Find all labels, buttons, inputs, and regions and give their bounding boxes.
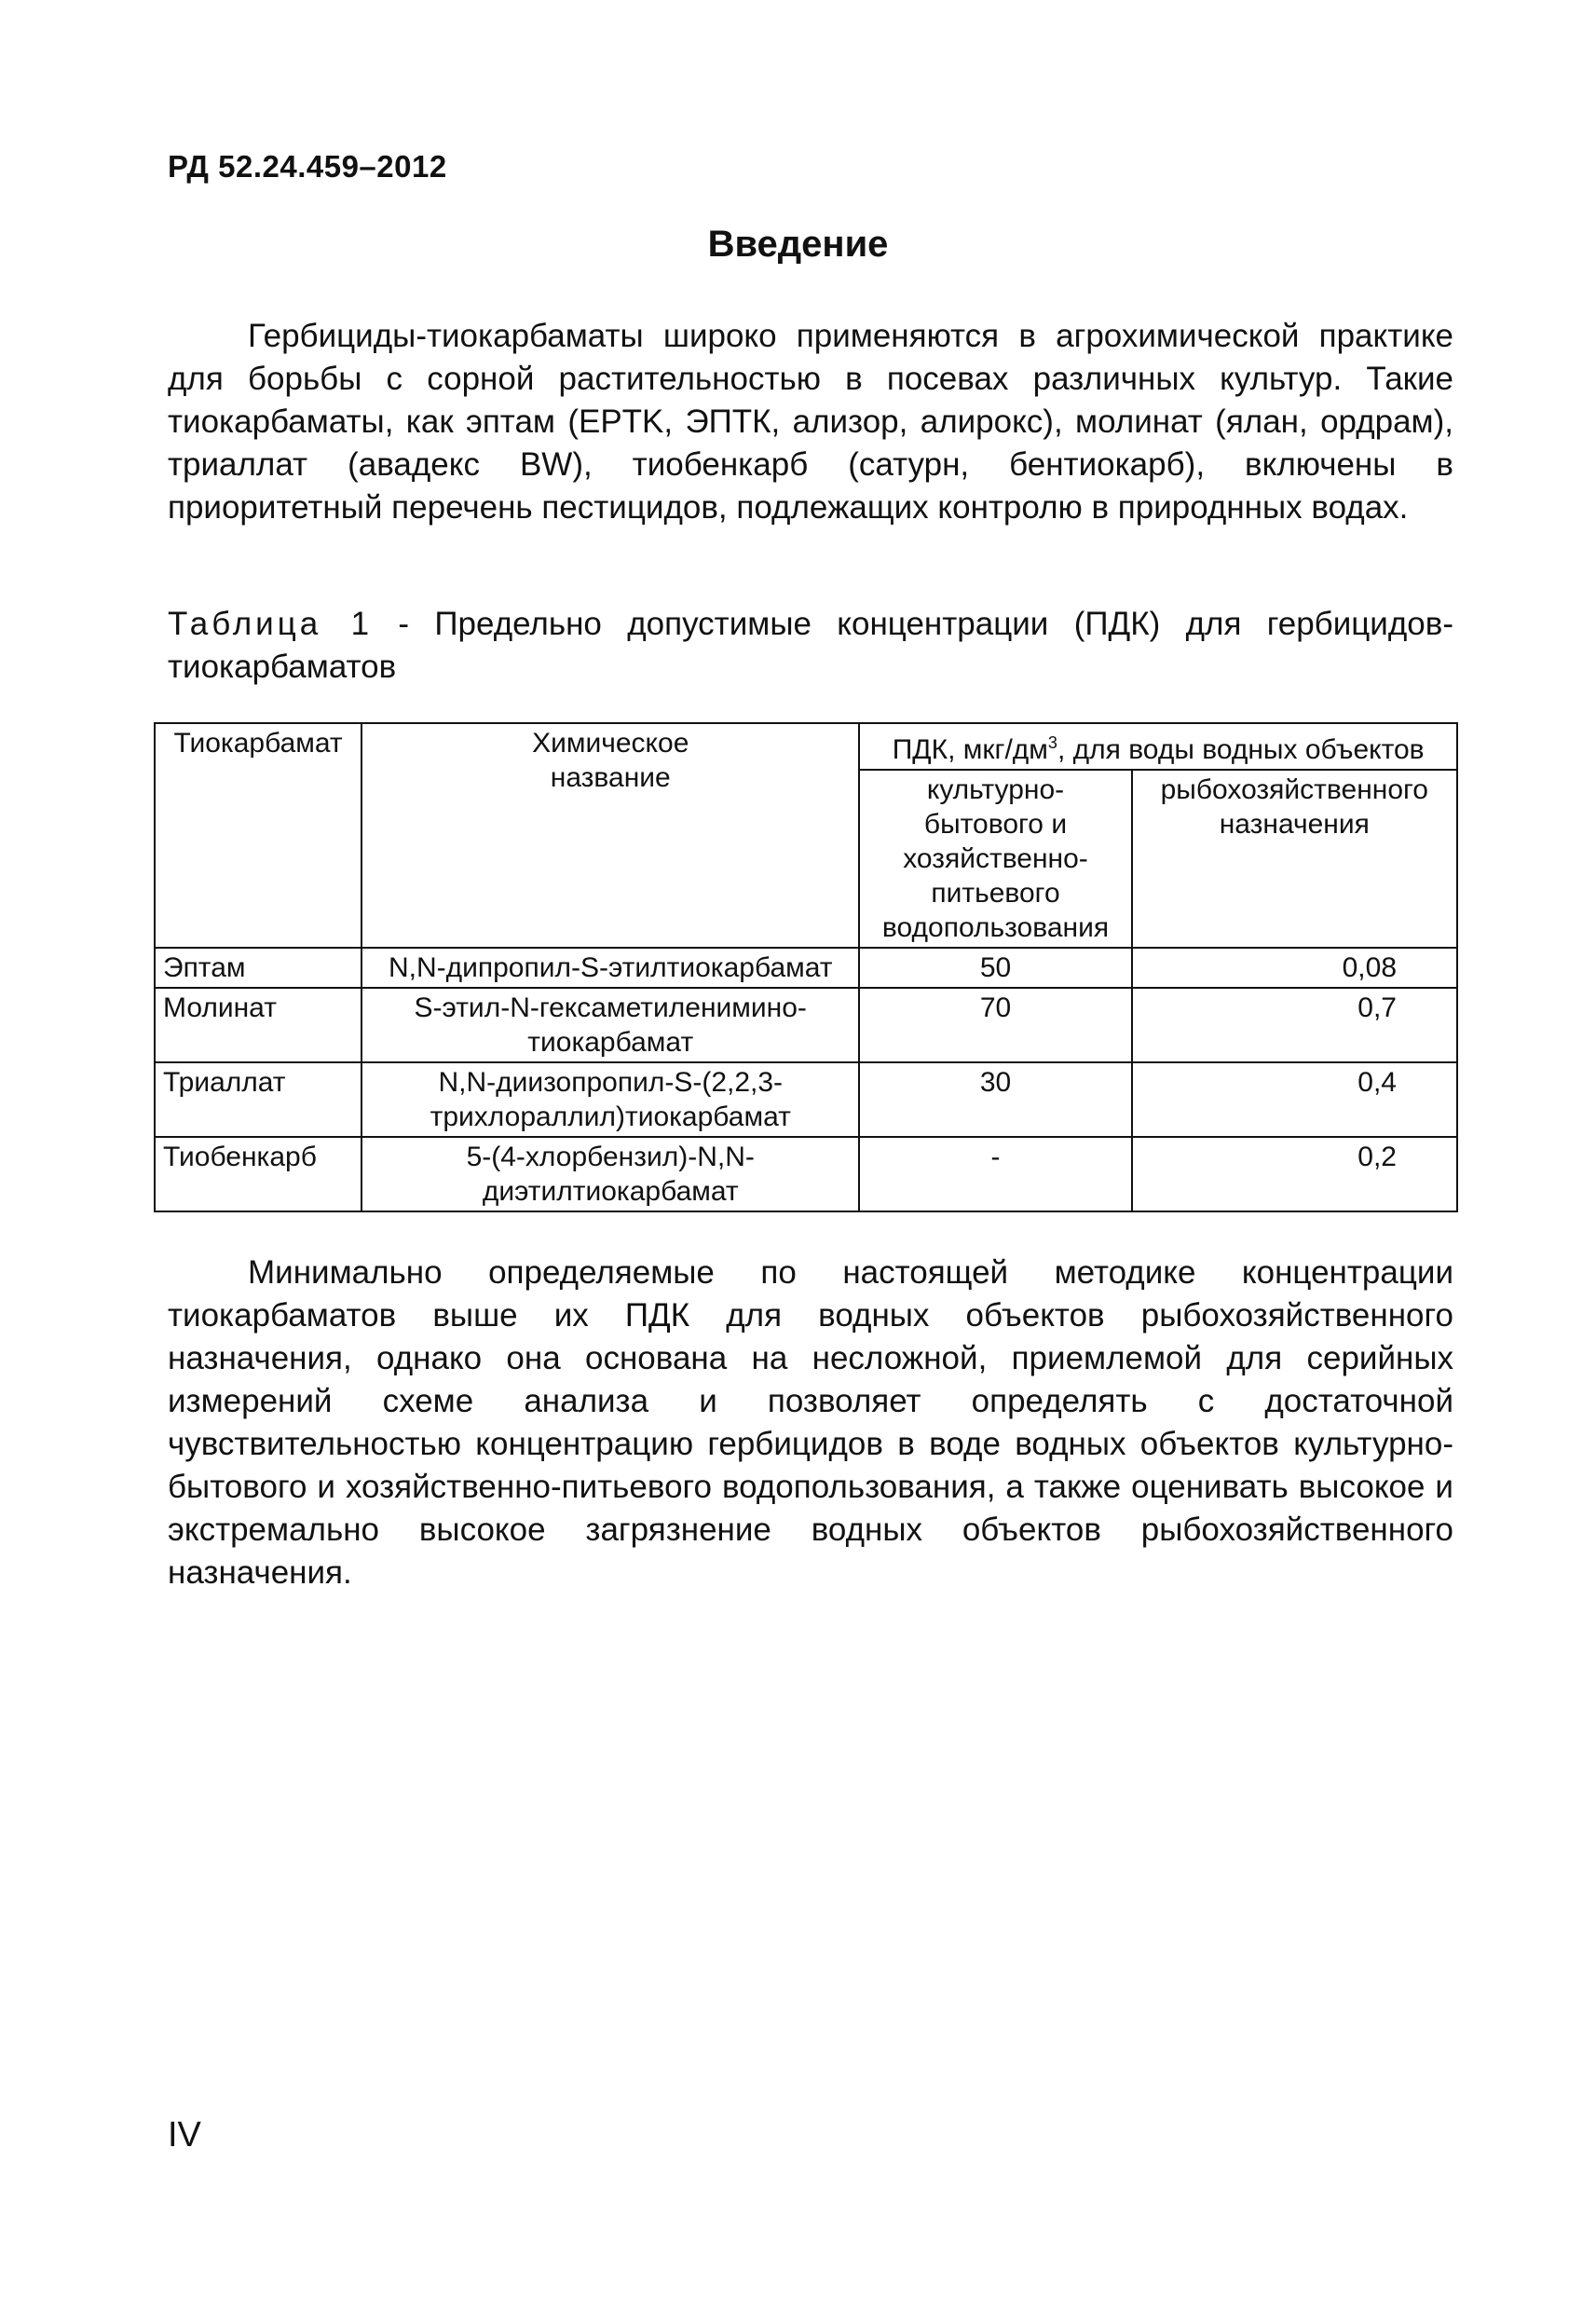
table-caption-label: Таблица 1 — [168, 606, 374, 642]
header-pdk-superscript: 3 — [1047, 733, 1057, 752]
row-chemical-name: N,N-дипропил-S-этилтиокарбамат — [361, 948, 859, 988]
row-thiocarbamate-name: Эптам — [155, 948, 361, 988]
page-title: Введение — [707, 224, 889, 265]
intro-paragraph: Гербициды-тиокарбаматы широко применяются в агрохимической практике для борьбы с сорной растительностью в посевах различных культур. Такие тиокарбаматы, как эптам (EPTK, ЭПТК, ализор, алирокс), молинат (ялан, ордрам), триаллат (авадекс BW), тиобенкарб (сатурн, бентиокарб), включены в приоритетный перечень пестицидов, подлежащих контролю в природнных водах. — [168, 318, 1453, 526]
row-pdk-fishery: 0,4 — [1132, 1062, 1457, 1137]
row-thiocarbamate-name: Триаллат — [155, 1062, 361, 1137]
row-thiocarbamate-name: Молинат — [155, 988, 361, 1062]
row-thiocarbamate-name: Тиобенкарб — [155, 1137, 361, 1211]
table-header-row — [155, 723, 1457, 770]
document-code: РД 52.24.459–2012 — [168, 149, 447, 184]
table-row — [155, 1062, 1457, 1137]
row-pdk-cultural: - — [859, 1137, 1131, 1211]
row-chemical-name: 5-(4-хлорбензил)-N,N-диэтилтиокарбамат — [361, 1137, 859, 1211]
table-row — [155, 1137, 1457, 1211]
row-pdk-cultural: 70 — [859, 988, 1131, 1062]
table-caption-text: - Предельно допустимые концентрации (ПДК) для гербицидов-тиокарбаматов — [168, 606, 1453, 685]
conclusion-paragraph: Минимально определяемые по настоящей методике концентрации тиокарбаматов выше их ПДК для водных объектов рыбохозяйственного назначения, однако она основана на несложной, приемлемой для серийных измерений схеме анализа и позволяет определять с достаточной чувствительностью концентрацию гербицидов в воде водных объектов культурно-бытового и хозяйственно-питьевого водопользования, а также оценивать высокое и экстремально высокое загрязнение водных объектов рыбохозяйственного назначения. — [168, 1254, 1453, 1591]
header-thiocarbamate: Тиокарбамат — [155, 723, 361, 948]
row-chemical-name: N,N-диизопропил-S-(2,2,3-трихлораллил)тиокарбамат — [361, 1062, 859, 1137]
header-chemical-name: Химическое название — [361, 723, 859, 948]
row-chemical-name: S-этил-N-гексаметиленимино-тиокарбамат — [361, 988, 859, 1062]
table-row — [155, 988, 1457, 1062]
row-pdk-fishery: 0,08 — [1132, 948, 1457, 988]
row-pdk-cultural: 50 — [859, 948, 1131, 988]
table-row — [155, 948, 1457, 988]
header-pdk — [859, 723, 1457, 770]
header-pdk-cultural: культурно-бытового и хозяйственно- питьевого водопользования — [859, 770, 1131, 948]
row-pdk-cultural: 30 — [859, 1062, 1131, 1137]
header-pdk-suffix: , для воды водных объектов — [1057, 734, 1425, 765]
page-number: IV — [168, 2115, 201, 2155]
header-pdk-prefix: ПДК, мкг/дм — [892, 734, 1048, 765]
header-pdk-fishery: рыбохозяйственного назначения — [1132, 770, 1457, 948]
table-caption — [168, 603, 1453, 689]
row-pdk-fishery: 0,2 — [1132, 1137, 1457, 1211]
row-pdk-fishery: 0,7 — [1132, 988, 1457, 1062]
pdk-table — [154, 722, 1458, 1212]
